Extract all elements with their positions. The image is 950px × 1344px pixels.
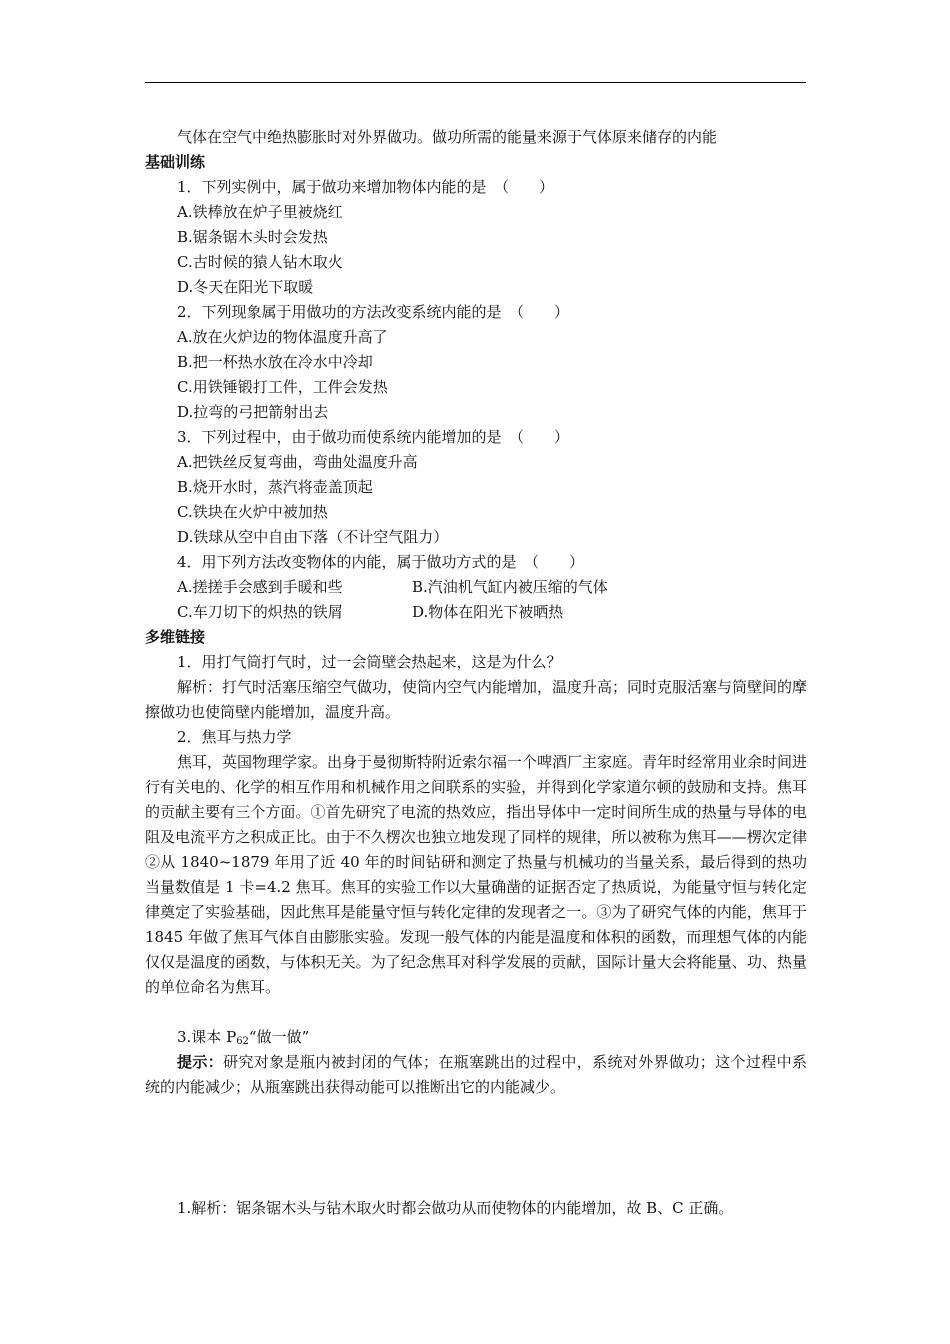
question-2-option-a: A.放在火炉边的物体温度升高了 [177, 328, 388, 346]
question-4-option-c: C.车刀切下的炽热的铁屑 [177, 603, 343, 621]
question-4-stem: 4．用下列方法改变物体的内能，属于做功方式的是 （ ） [177, 553, 585, 571]
link-item-3-title-post: “做一做” [248, 1028, 310, 1046]
link-item-2-body: 焦耳，英国物理学家。出身于曼彻斯特附近索尔福一个啤酒厂主家庭。青年时经常用业余时间进行有关电的、化学的相互作用和机械作用之间联系的实验，并得到化学家道尔顿的鼓励和支持。焦耳的贡献主要有三个方面。①首先研究了电流的热效应，指出导体中一定时间所生成的热量与导体的电阻及电流平方之积成正比。由于不久楞次也独立地发现了同样的规律，所以被称为焦耳——楞次定律②从 1840~1879 年用了近 40 年的时间钻研和测定了热量与机械功的当量关系，最后得到的热功当量数值是 1 卡=4.2 焦耳。焦耳的实验工作以大量确凿的证据否定了热质说，为能量守恒与转化定律奠定了实验基础，因此焦耳是能量守恒与转化定律的发现者之一。③为了研究气体的内能，焦耳于 1845 年做了焦耳气体自由膨胀实验。发现一般气体的内能是温度和体积的函数，而理想气体的内能仅仅是温度的函数，与体积无关。为了纪念焦耳对科学发展的贡献，国际计量大会将能量、功、热量的单位命名为焦耳。 [145, 753, 808, 996]
answer-1-explanation: 1.解析：锯条锯木头与钻木取火时都会做功从而使物体的内能增加，故 B、C 正确。 [177, 1199, 734, 1217]
question-1-stem: 1．下列实例中，属于做功来增加物体内能的是 （ ） [177, 178, 555, 196]
question-3-option-c: C.铁块在火炉中被加热 [177, 503, 328, 521]
link-item-2-title: 2．焦耳与热力学 [177, 728, 292, 746]
hint-label: 提示： [177, 1053, 224, 1071]
link-item-3-title-pre: 3.课本 P [177, 1028, 237, 1046]
link-item-1-question: 1．用打气筒打气时，过一会筒壁会热起来，这是为什么？ [177, 653, 562, 671]
question-2-option-d: D.拉弯的弓把箭射出去 [177, 403, 329, 421]
question-3-option-a: A.把铁丝反复弯曲，弯曲处温度升高 [177, 453, 418, 471]
link-item-1-answer: 解析：打气时活塞压缩空气做功，使筒内空气内能增加，温度升高；同时克服活塞与筒壁间的摩擦做功也使筒壁内能增加，温度升高。 [145, 678, 808, 721]
question-2-option-b: B.把一杯热水放在冷水中冷却 [177, 353, 373, 371]
link-item-3-page-number: 62 [236, 1036, 249, 1047]
link-item-3-hint [145, 1050, 807, 1100]
section-title-multi-link: 多维链接 [145, 628, 206, 646]
question-1-option-c: C.古时候的猿人钻木取火 [177, 253, 343, 271]
hint-text: 研究对象是瓶内被封闭的气体；在瓶塞跳出的过程中，系统对外界做功；这个过程中系统的内能减少；从瓶塞跳出获得动能可以推断出它的内能减少。 [145, 1053, 807, 1096]
link-item-3-title [177, 1027, 309, 1052]
header-rule [145, 82, 806, 83]
question-3-option-b: B.烧开水时，蒸汽将壶盖顶起 [177, 478, 373, 496]
question-4-option-d: D.物体在阳光下被晒热 [412, 603, 564, 621]
section-title-basic-training: 基础训练 [145, 153, 206, 171]
question-3-option-d: D.铁球从空中自由下落（不计空气阻力） [177, 528, 449, 546]
question-4-option-a: A.搓搓手会感到手暖和些 [177, 578, 343, 596]
question-2-stem: 2．下列现象属于用做功的方法改变系统内能的是 （ ） [177, 303, 570, 321]
question-3-stem: 3．下列过程中，由于做功而使系统内能增加的是 （ ） [177, 428, 570, 446]
question-1-option-b: B.锯条锯木头时会发热 [177, 228, 328, 246]
question-1-option-a: A.铁棒放在炉子里被烧红 [177, 203, 343, 221]
question-2-option-c: C.用铁锤锻打工件，工件会发热 [177, 378, 388, 396]
question-1-option-d: D.冬天在阳光下取暖 [177, 278, 314, 296]
intro-text: 气体在空气中绝热膨胀时对外界做功。做功所需的能量来源于气体原来储存的内能 [177, 128, 718, 146]
question-4-option-b: B.汽油机气缸内被压缩的气体 [412, 578, 608, 596]
